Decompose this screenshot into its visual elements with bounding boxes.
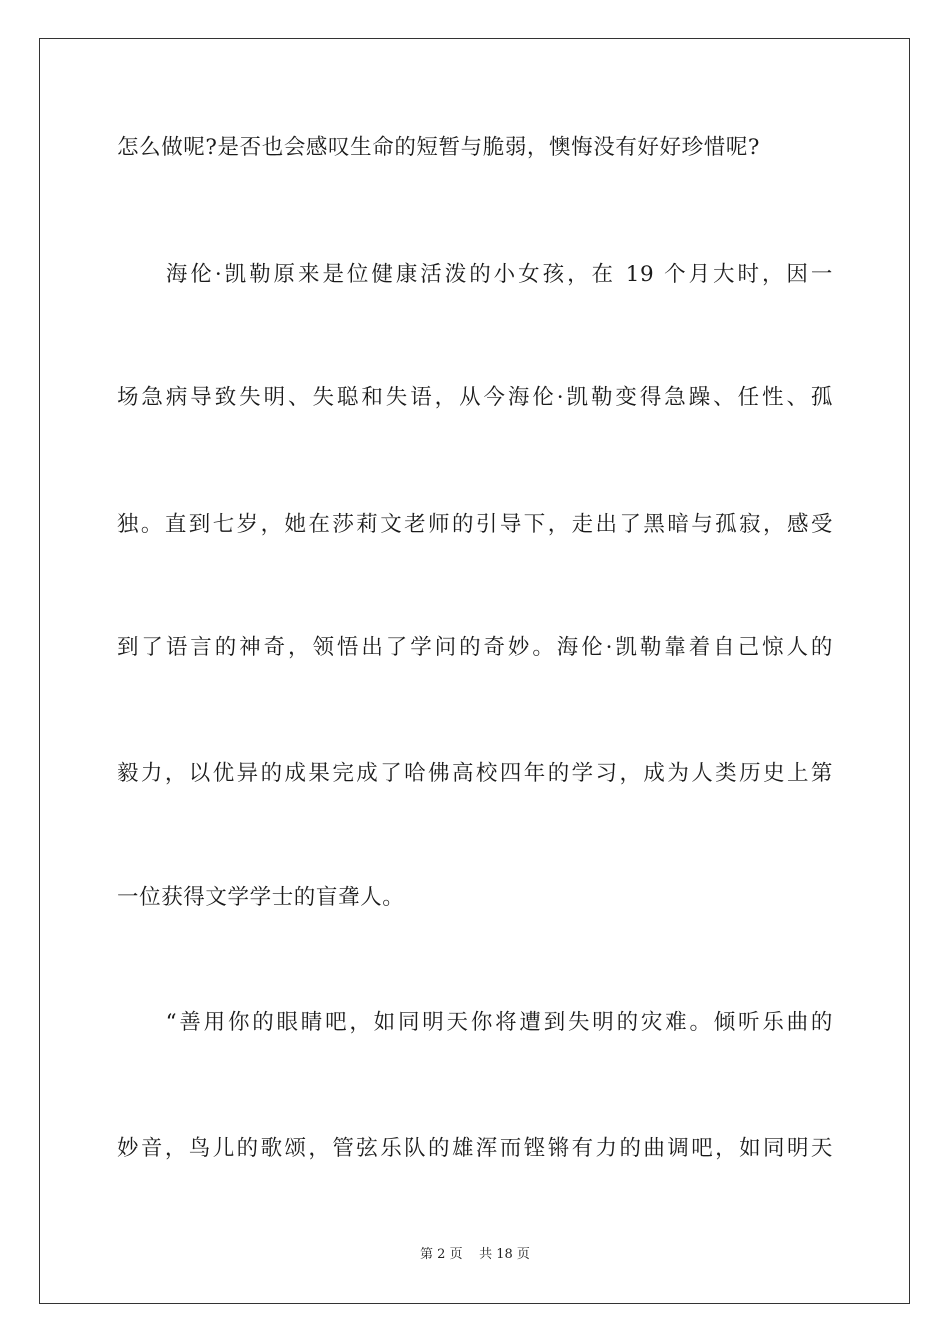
text-line-3: 场急病导致失明、失聪和失语，从今海伦·凯勒变得急躁、任性、孤 bbox=[117, 385, 833, 410]
page-border bbox=[39, 38, 910, 1304]
page-number: 第 2 页 bbox=[420, 1247, 463, 1262]
text-line-2: 海伦·凯勒原来是位健康活泼的小女孩，在 19 个月大时，因一 bbox=[117, 262, 833, 287]
text-line-4: 独。直到七岁，她在莎莉文老师的引导下，走出了黑暗与孤寂，感受 bbox=[117, 512, 833, 537]
text-line-6: 毅力，以优异的成果完成了哈佛高校四年的学习，成为人类历史上第 bbox=[117, 761, 833, 786]
text-line-5: 到了语言的神奇，领悟出了学问的奇妙。海伦·凯勒靠着自己惊人的 bbox=[117, 635, 833, 660]
text-line-1: 怎么做呢?是否也会感叹生命的短暂与脆弱，懊悔没有好好珍惜呢? bbox=[117, 135, 761, 160]
text-line-7: 一位获得文学学士的盲聋人。 bbox=[117, 885, 405, 910]
page-total: 共 18 页 bbox=[479, 1247, 530, 1262]
text-line-8: “善用你的眼睛吧，如同明天你将遭到失明的灾难。倾听乐曲的 bbox=[117, 1010, 833, 1035]
page-footer bbox=[0, 1246, 950, 1264]
text-line-9: 妙音，鸟儿的歌颂，管弦乐队的雄浑而铿锵有力的曲调吧，如同明天 bbox=[117, 1136, 833, 1161]
